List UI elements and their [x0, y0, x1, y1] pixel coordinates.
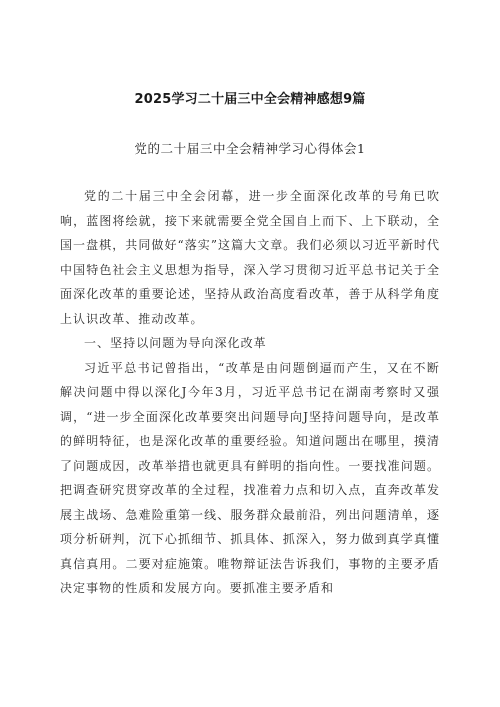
document-title: 2025学习二十届三中全会精神感想9篇	[134, 92, 366, 107]
paragraph-heading: 一、坚持以问题为导向深化改革	[84, 336, 267, 350]
paragraph: 党的二十届三中全会闭幕，进一步全面深化改革的号角已吹响，蓝图将绘就，接下来就需要全党全国自上而下、上下联动，全国一盘棋，共同做好“落实”这篇大文章。我们必须以习近平新时代中国特色社会主义思想为指导，深入学习贯彻习近平总书记关于全面深化改革的重要论述，坚持从政治高度看改革，善于从科学角度上认识改革、推动改革。	[60, 189, 440, 326]
section-title: 党的二十届三中全会精神学习心得体会1	[134, 141, 366, 156]
body-text	[60, 184, 440, 601]
paragraph: 习近平总书记曾指出，“改革是由问题倒逼而产生，又在不断解决问题中得以深化J今年3月，习近平总书记在湖南考察时又强调，“进一步全面深化改革要突出问题导向J坚持问题导向，是改革的鲜明特征，也是深化改革的重要经验。知道问题出在哪里，摸清了问题成因，改革举措也就更具有鲜明的指向性。一要找准问题。把调查研究贯穿改革的全过程，找准着力点和切入点，直奔改革发展主战场、急难险重第一线、服务群众最前沿，列出问题清单，逐项分析研判，沉下心抓细节、抓具体、抓深入，努力做到真学真懂真信真用。二要对症施策。唯物辩证法告诉我们，事物的主要矛盾决定事物的性质和发展方向。要抓准主要矛盾和	[60, 360, 440, 595]
